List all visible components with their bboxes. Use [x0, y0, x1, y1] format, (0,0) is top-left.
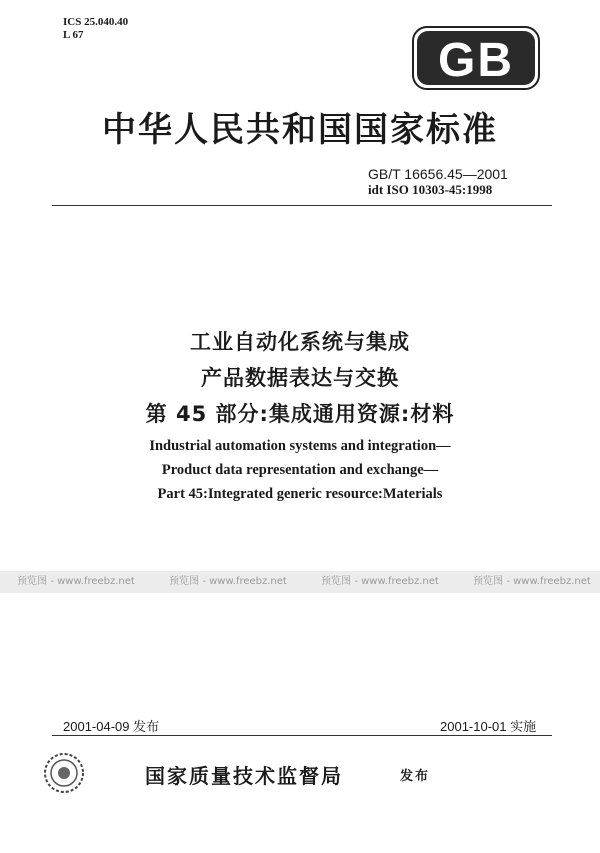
watermark-text: 预览图 - www.freebz.net [17, 576, 135, 587]
standard-number: GB/T 16656.45—2001 [368, 166, 508, 182]
gb-logo [412, 26, 540, 90]
footer-divider [52, 735, 552, 736]
title-en-line-2: Product data representation and exchange— [161, 462, 439, 478]
watermark-text: 预览图 - www.freebz.net [321, 576, 439, 587]
national-standard-title: 中华人民共和国国家标准 [102, 110, 498, 150]
gb-logo-text: GB [438, 34, 514, 87]
classification-codes [63, 16, 128, 42]
title-cn-line-2: 产品数据表达与交换 [201, 366, 399, 390]
title-cn-line-1: 工业自动化系统与集成 [190, 330, 410, 354]
title-cn-line-3: 第 45 部分:集成通用资源:材料 [145, 402, 455, 426]
idt-reference: idt ISO 10303-45:1998 [368, 182, 493, 197]
watermark-text: 预览图 - www.freebz.net [473, 576, 591, 587]
ccs-code: L 67 [63, 29, 84, 41]
watermark-band [0, 571, 600, 593]
publisher-suffix: 发布 [400, 769, 431, 784]
publisher-name: 国家质量技术监督局 [145, 764, 343, 788]
standard-number-block [368, 166, 508, 198]
seal-emblem-icon [43, 752, 85, 794]
header-divider [52, 205, 552, 206]
implement-date: 2001-10-01 实施 [440, 719, 537, 734]
title-en-line-1: Industrial automation systems and integration— [149, 438, 451, 454]
issue-date: 2001-04-09 发布 [63, 719, 160, 734]
ics-code: ICS 25.040.40 [63, 16, 129, 28]
watermark-text: 预览图 - www.freebz.net [169, 576, 287, 587]
title-en-line-3: Part 45:Integrated generic resource:Materials [157, 486, 443, 502]
